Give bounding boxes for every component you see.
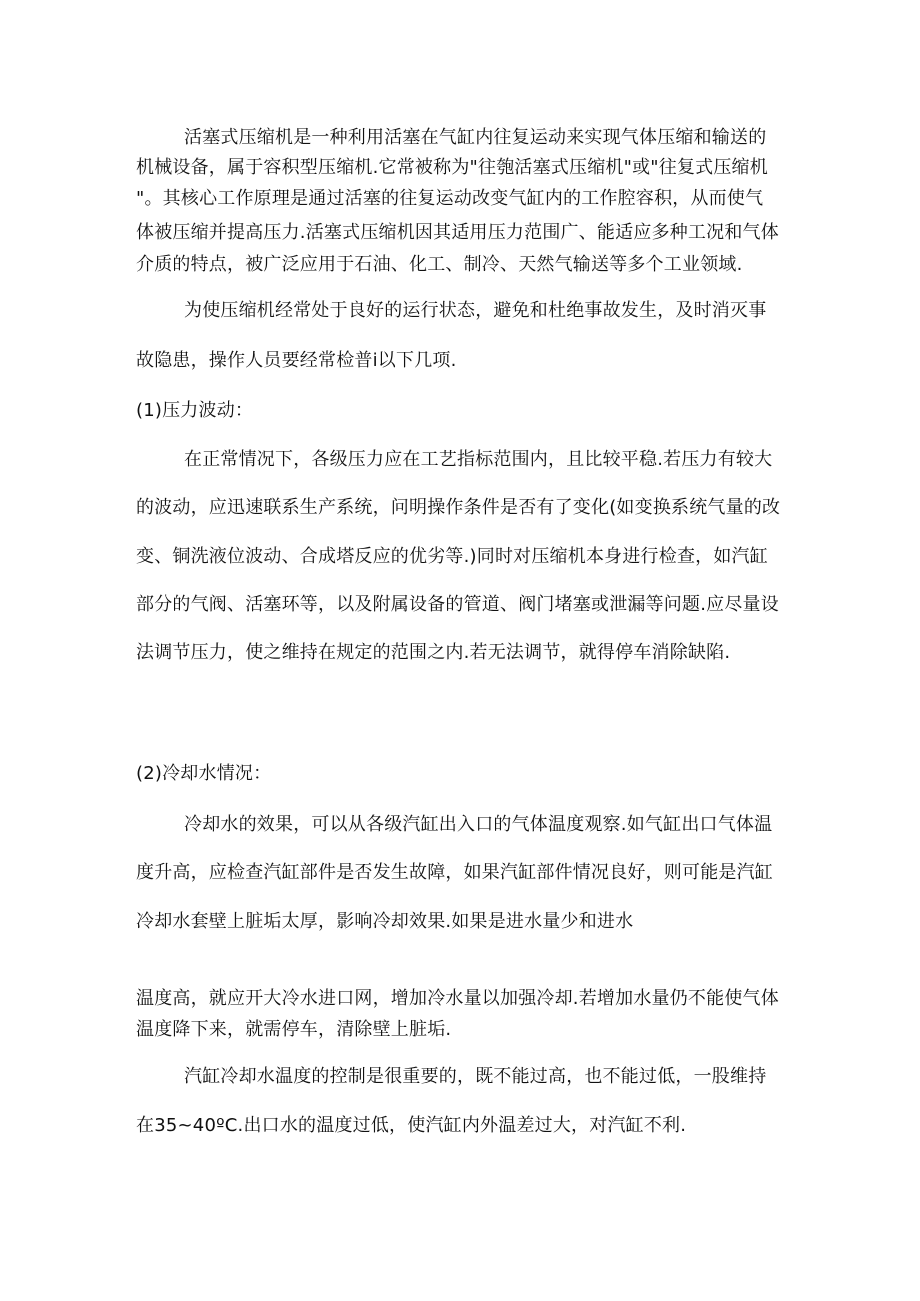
- paragraph-line: 活塞式压缩机是一种利用活塞在气缸内往复运动来实现气体压缩和输送的: [184, 127, 767, 148]
- paragraph-line: 介质的特点，被广泛应用于石油、化工、制冷、天然气输送等多个工业领域.: [136, 254, 743, 275]
- paragraph-line: 温度降下来，就需停车，清除壁上脏垢.: [136, 1019, 452, 1040]
- paragraph-line: 度升高，应检查汽缸部件是否发生故障，如果汽缸部件情况良好，则可能是汽缸: [136, 862, 773, 883]
- paragraph-line: 机械设备，属于容积型压缩机.它常被称为"往匏活塞式压缩机"或"往复式压缩机: [136, 157, 768, 178]
- paragraph-line: 冷却水套壁上脏垢太厚，影响冷却效果.如果是进水量少和进水: [136, 911, 634, 932]
- paragraph-line: 体被压缩并提高压力.活塞式压缩机因其适用压力范围广、能适应多种工况和气体: [136, 222, 779, 243]
- paragraph-line: 变、铜洗液位波动、合成塔反应的优劣等.)同时对压缩机本身进行检查，如汽缸: [136, 546, 768, 567]
- paragraph-line: 温度高，就应开大冷水进口网，增加冷水量以加强冷却.若增加水量仍不能使气体: [136, 988, 779, 1009]
- paragraph-line: 冷却水的效果，可以从各级汽缸出入口的气体温度观察.如气缸出口气体温: [184, 814, 773, 835]
- paragraph-line: 法调节压力，使之维持在规定的范围之内.若无法调节，就得停车消除缺陷.: [136, 642, 731, 663]
- section-heading: (1)压力波动：: [136, 400, 254, 421]
- section-heading: (2)冷却水情况：: [136, 763, 272, 784]
- paragraph-line: 部分的气阀、活塞环等，以及附属设备的管道、阀门堵塞或泄漏等问题.应尽量设: [136, 594, 779, 615]
- paragraph-line: 的波动，应迅速联系生产系统，问明操作条件是否有了变化(如变换系统气量的改: [136, 497, 781, 518]
- paragraph-line: "。其核心工作原理是通过活塞的往复运动改变气缸内的工作腔容积，从而使气: [136, 188, 764, 209]
- paragraph-line: 在35~40ºC.出口水的温度过低，使汽缸内外温差过大，对汽缸不利.: [136, 1115, 687, 1136]
- paragraph-line: 汽缸冷却水温度的控制是很重要的，既不能过高，也不能过低，一股维持: [184, 1066, 767, 1087]
- paragraph-line: 在正常情况下，各级压力应在工艺指标范围内，且比较平稳.若压力有较大: [184, 449, 773, 470]
- paragraph-line: 为使压缩机经常处于良好的运行状态，避免和杜绝事故发生，及时消灭事: [184, 300, 767, 321]
- paragraph-line: 故隐患，操作人员要经常检普i以下几项.: [136, 350, 457, 371]
